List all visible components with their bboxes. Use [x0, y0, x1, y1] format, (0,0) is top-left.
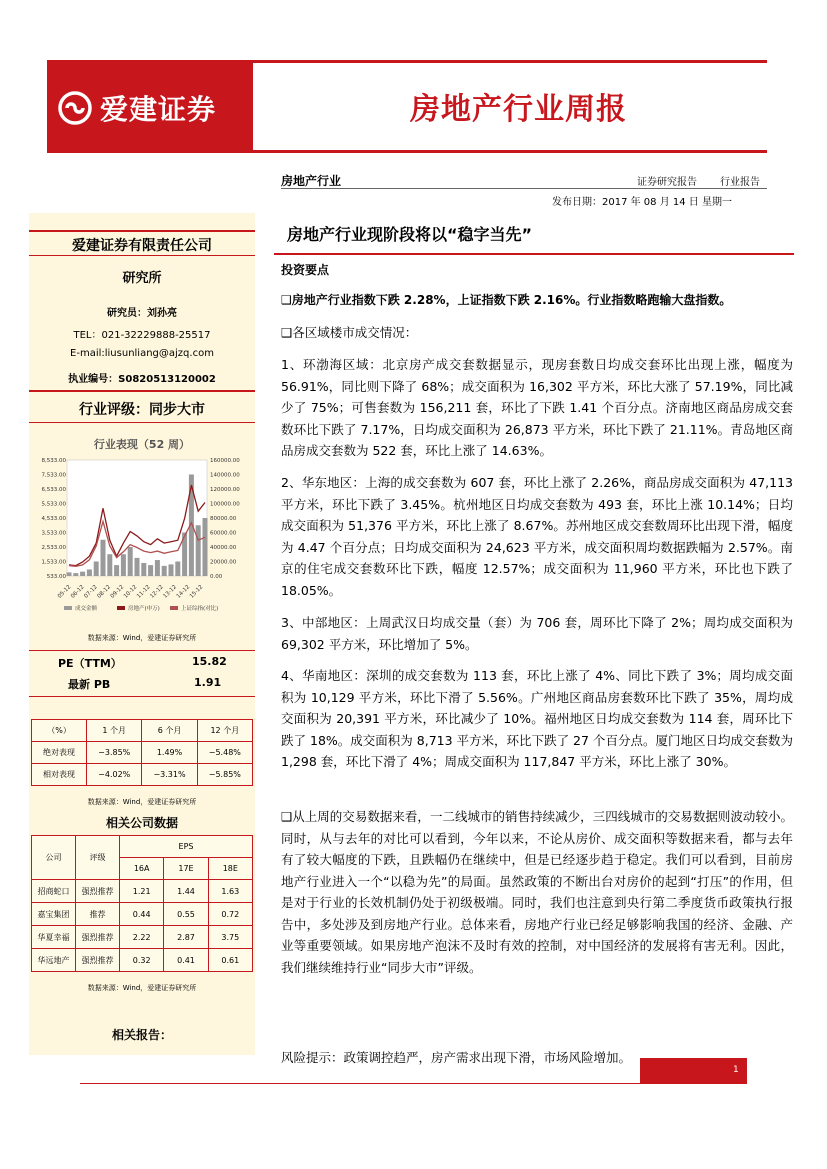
legend-swatch	[64, 606, 72, 610]
turnover-bar	[67, 572, 72, 576]
table-cell: 0.32	[120, 949, 164, 972]
x-axis-tick: 07-12	[83, 584, 99, 600]
sidebar-rule	[29, 230, 255, 232]
turnover-bar	[87, 569, 92, 576]
sidebar-rule	[29, 696, 255, 697]
performance-table	[31, 719, 253, 786]
summary-point: ❑房地产行业指数下跌 2.28%，上证指数下跌 2.16%。行业指数略跑输大盘指数。	[281, 293, 732, 307]
turnover-bar	[114, 565, 119, 576]
left-axis-tick: 2,533.00	[41, 545, 66, 551]
report-kind-research: 证券研究报告	[637, 177, 697, 188]
left-axis-tick: 5,533.00	[41, 501, 66, 508]
table-row	[32, 903, 253, 926]
table-cell: −5.85%	[197, 764, 252, 786]
right-axis-tick: 140000.00	[210, 472, 240, 479]
table-cell: 3.75	[208, 926, 252, 949]
turnover-bar	[162, 566, 167, 576]
table-row	[32, 880, 253, 903]
section-heading: 投资要点	[281, 263, 330, 277]
turnover-bar	[141, 563, 146, 576]
turnover-bar	[101, 540, 106, 576]
table-cell: 2.22	[120, 926, 164, 949]
table-header-cell: EPS	[120, 836, 253, 858]
table-cell: 华远地产	[32, 949, 76, 972]
table-header-cell: 18E	[208, 858, 252, 880]
turnover-bar	[135, 558, 140, 576]
table-cell: 相对表现	[32, 764, 87, 786]
table-cell: 0.55	[164, 903, 208, 926]
brand-name: 爱建证券	[100, 93, 217, 126]
regional-heading: ❑各区域楼市成交情况：	[281, 325, 418, 340]
turnover-bar	[155, 560, 160, 576]
table-cell: 2.87	[164, 926, 208, 949]
table-cell: −4.02%	[87, 764, 142, 786]
table-header-row	[32, 720, 253, 742]
institute-name: 研究所	[122, 271, 162, 286]
x-axis-tick: 11-12	[136, 584, 152, 600]
legend-swatch	[170, 606, 178, 610]
table-cell: −3.85%	[87, 742, 142, 764]
footer-rule	[80, 1083, 747, 1084]
x-axis-tick: 12-12	[149, 584, 165, 600]
table-header-cell: （%）	[32, 720, 87, 742]
sidebar-rule	[29, 422, 255, 423]
table-cell: 0.72	[208, 903, 252, 926]
risk-warning: 风险提示：政策调控趋严，房产需求出现下滑，市场风险增加。	[281, 1050, 632, 1065]
chart-title: 行业表现（52 周）	[93, 438, 191, 451]
table-row	[32, 742, 253, 764]
sector-label: 房地产行业	[281, 174, 342, 188]
left-axis-tick: 7,533.00	[41, 472, 66, 479]
performance-source: 数据来源：Wind，爱建证券研究所	[87, 798, 197, 806]
article-title: 房地产行业现阶段将以“稳字当先”	[287, 225, 533, 244]
legend-swatch	[117, 606, 125, 610]
table-cell: 嘉宝集团	[32, 903, 76, 926]
turnover-bar	[175, 562, 180, 577]
company-table-source: 数据来源：Wind，爱建证券研究所	[87, 984, 197, 992]
x-axis-tick: 10-12	[122, 584, 139, 600]
report-title: 房地产行业周报	[410, 92, 627, 127]
analyst-tel: TEL：021-32229888-25517	[73, 330, 211, 341]
table-row	[32, 764, 253, 786]
table-cell: 1.49%	[142, 742, 197, 764]
industry-performance-chart	[33, 455, 251, 620]
table-cell: 强烈推荐	[76, 949, 120, 972]
table-cell: 华夏幸福	[32, 926, 76, 949]
header-divider	[281, 188, 767, 189]
table-cell: 1.21	[120, 880, 164, 903]
table-header-cell: 评级	[76, 836, 120, 880]
left-axis-tick: 6,533.00	[41, 487, 66, 493]
publish-date: 发布日期：2017 年 08 月 14 日 星期一	[552, 197, 732, 208]
region-central: 3、中部地区：上周武汉日均成交量（套）为 706 套，周环比下降了 2%；周均成交面积为 69,302 平方米，环比增加了 5%。	[281, 615, 793, 652]
right-axis-tick: 40000.00	[210, 545, 237, 551]
x-axis-tick: 14-12	[175, 584, 192, 600]
legend-entry: 房地产(申万)	[128, 606, 160, 612]
related-reports-title: 相关报告：	[111, 1028, 172, 1042]
table-cell: −3.31%	[142, 764, 197, 786]
license-number: 执业编号：S0820513120002	[68, 374, 216, 385]
turnover-bar	[94, 562, 99, 577]
chart-source: 数据来源：Wind，爱建证券研究所	[87, 634, 197, 642]
industry-rating: 行业评级：同步大市	[79, 402, 205, 418]
turnover-bar	[73, 573, 78, 576]
x-axis-tick: 08-12	[96, 584, 113, 600]
table-cell: 强烈推荐	[76, 880, 120, 903]
pb-value: 1.91	[194, 676, 222, 689]
left-axis-tick: 533.00	[46, 574, 66, 580]
report-kind-industry: 行业报告	[720, 177, 760, 188]
right-axis-tick: 120000.00	[210, 487, 240, 493]
region-east: 2、华东地区：上海的成交套数为 607 套，环比上涨了 2.26%，商品房成交面积为 47,113 平方米，环比下跌了 3.45%。杭州地区日均成交套数为 493 套，环比上涨 10.14%；日均成交面积为 51,376 平方米，环比上涨了 8.67%。苏州地区成交套数周环比出现下滑，幅度为 4.47 个百分点；日均成交面积为 24,623 平方米，成交面积周均数据跌幅为 2.57%。南京的住宅成交套数环比下跌，幅度 12.57%；成交面积为 11,960 平方米，环比也下跌了 18.05%。	[281, 475, 793, 598]
legend-entry: 上证综指(对比)	[181, 606, 219, 612]
turnover-bar	[203, 518, 208, 576]
brand-logo-icon	[58, 91, 92, 125]
pb-label: 最新 PB	[68, 678, 111, 691]
article-title-rule	[274, 253, 794, 255]
turnover-bar	[107, 554, 112, 576]
sidebar-rule	[29, 650, 255, 651]
conclusion-paragraph: ❑从上周的交易数据来看，一二线城市的销售持续减少，三四线城市的交易数据则波动较小。同时，从与去年的对比可以看到，今年以来，不论从房价、成交面积等数据来看，都与去年有了较大幅度的下跌，且跌幅仍在继续中，但是已经逐步趋于稳定。我们可以看到，目前房地产行业进入一个“以稳为先”的局面。虽然政策的不断出台对房价的起到“打压”的作用，但是对于行业的长效机制仍处于初级极端。同时，我们也注意到央行第二季度货币政策执行报告中，多处涉及到房地产行业。总体来看，房地产行业已经足够影响我国的经济、金融、产业等重要领域。如果房地产泡沫不及时有效的控制，对中国经济的发展将有害无利。因此，我们继续维持行业“同步大市”评级。	[281, 809, 793, 975]
table-header-cell: 12 个月	[197, 720, 252, 742]
right-axis-tick: 60000.00	[210, 530, 237, 537]
right-axis-tick: 0.00	[210, 574, 223, 580]
sidebar-rule	[29, 390, 255, 392]
table-header-cell: 1 个月	[87, 720, 142, 742]
pe-value: 15.82	[192, 655, 227, 668]
table-header-cell: 16A	[120, 858, 164, 880]
table-cell: 推荐	[76, 903, 120, 926]
turnover-bar	[169, 564, 174, 576]
table-cell: 绝对表现	[32, 742, 87, 764]
legend-entry: 成交金额	[75, 606, 98, 612]
company-name: 爱建证券有限责任公司	[72, 238, 212, 254]
title-rule-bottom	[253, 150, 767, 153]
analyst-name: 研究员：刘孙亮	[107, 308, 177, 319]
x-axis-tick: 13-12	[162, 584, 179, 600]
pe-label: PE（TTM）	[58, 657, 122, 670]
left-axis-tick: 3,533.00	[41, 530, 66, 537]
right-axis-tick: 160000.00	[210, 458, 240, 464]
x-axis-tick: 09-12	[109, 584, 126, 600]
table-cell: 招商蛇口	[32, 880, 76, 903]
table-header-cell: 6 个月	[142, 720, 197, 742]
page-number-box	[640, 1058, 747, 1084]
table-row	[32, 949, 253, 972]
x-axis-tick: 06-12	[70, 584, 86, 600]
table-header-cell: 公司	[32, 836, 76, 880]
table-cell: 强烈推荐	[76, 926, 120, 949]
table-cell: 0.41	[164, 949, 208, 972]
related-companies-title: 相关公司数据	[105, 816, 178, 830]
page-number: 1	[733, 1065, 739, 1075]
region-bohai: 1、环渤海区域：北京房产成交套数据显示，现房套数日均成交套环比出现上涨，幅度为 56.91%，同比则下降了 68%；成交面积为 16,302 平方米，环比大涨了 57.19%，同比减少了 75%；可售套数为 156,211 套，环比了下跌 1.41 个百分点。济南地区商品房成交套数环比下跌了 7.17%，日均成交面积为 26,873 平方米，环比下跌了 21.11%。青岛地区商品房成交套数为 522 套，环比上涨了 14.63%。	[281, 357, 793, 458]
left-axis-tick: 1,533.00	[41, 559, 66, 566]
left-axis-tick: 4,533.00	[41, 516, 66, 522]
analyst-email: E-mail:liusunliang@ajzq.com	[70, 348, 214, 359]
table-header-cell: 17E	[164, 858, 208, 880]
sidebar-rule	[29, 255, 255, 256]
x-axis-tick: 15-12	[188, 584, 205, 600]
table-cell: 0.44	[120, 903, 164, 926]
table-cell: 1.44	[164, 880, 208, 903]
region-south: 4、华南地区：深圳的成交套数为 113 套，环比上涨了 4%、同比下跌了 3%；周均成交面积为 10,129 平方米，环比下滑了 5.56%。广州地区商品房套数环比下跌了 35%，周均成交面积为 20,391 平方米，环比减少了 10%。福州地区日均成交套数为 114 套，周环比下跌了 18%。成交面积为 8,713 平方米，环比下跌了 27 个百分点。厦门地区日均成交套数为 1,298 套，环比下滑了 4%；周成交面积为 117,847 平方米，环比上涨了 30%。	[281, 668, 793, 769]
turnover-bar	[80, 572, 85, 576]
left-axis-tick: 8,533.00	[41, 458, 66, 464]
turnover-bar	[128, 547, 133, 576]
table-cell: 1.63	[208, 880, 252, 903]
turnover-bar	[148, 565, 153, 576]
table-header-row	[32, 836, 253, 858]
company-table	[31, 835, 253, 972]
x-axis-tick: 05-12	[56, 584, 73, 600]
table-row	[32, 926, 253, 949]
right-axis-tick: 20000.00	[210, 559, 237, 566]
table-cell: 0.61	[208, 949, 252, 972]
title-rule-top	[253, 60, 767, 63]
right-axis-tick: 100000.00	[210, 501, 240, 508]
table-cell: −5.48%	[197, 742, 252, 764]
turnover-bar	[196, 525, 201, 576]
turnover-bar	[121, 554, 126, 576]
right-axis-tick: 80000.00	[210, 516, 237, 522]
